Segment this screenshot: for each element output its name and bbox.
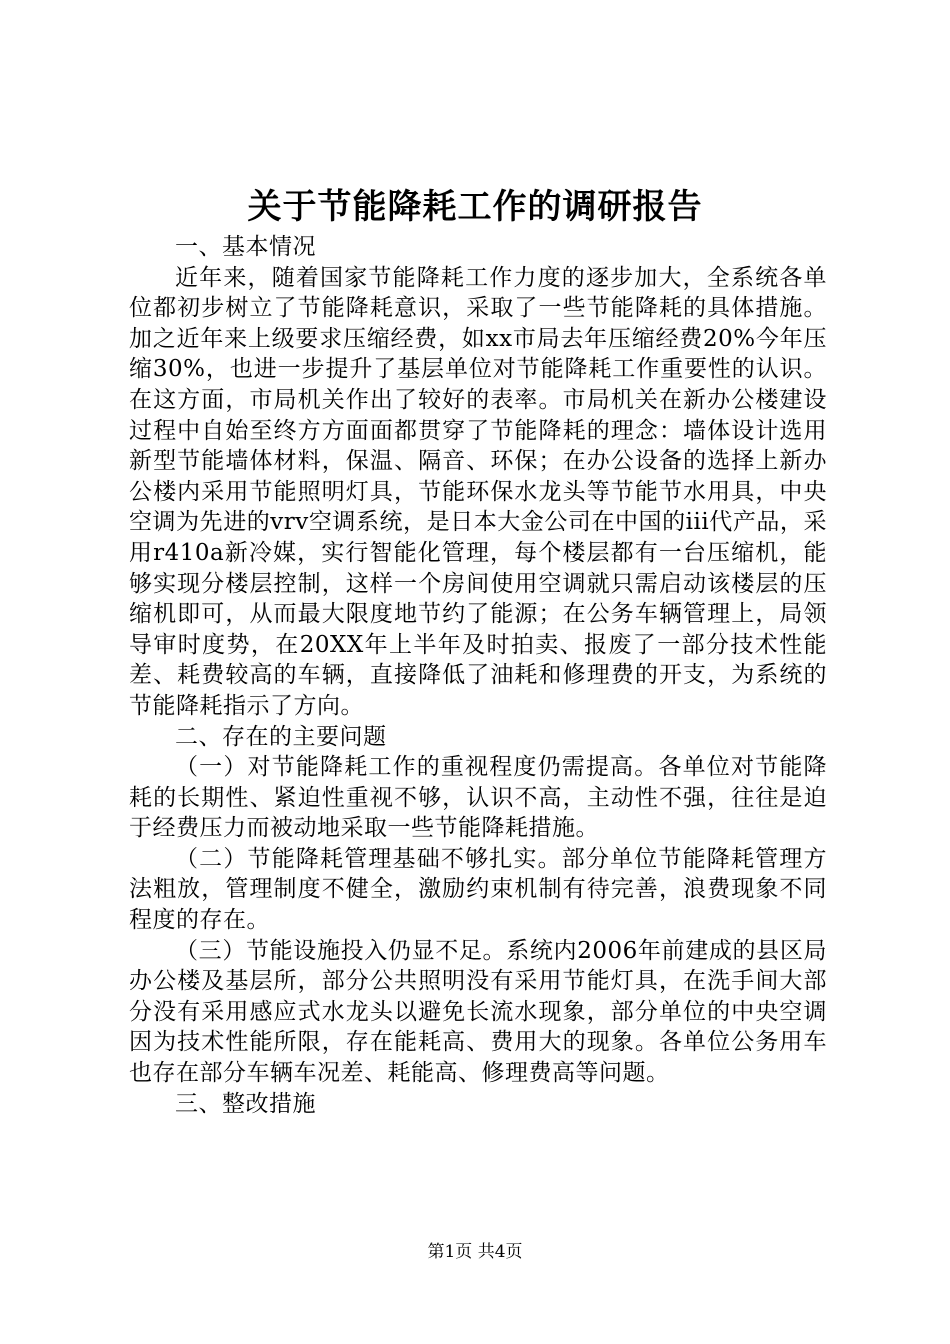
paragraph-problem-3: （三）节能设施投入仍显不足。系统内2006年前建成的县区局办公楼及基层所，部分公共照明没有采用节能灯具，在洗手间大部分没有采用感应式水龙头以避免长流水现象，部分单位的中央空调因为技术性能所限，存在能耗高、费用大的现象。各单位公务用车也存在部分车辆车况差、耗能高、修理费高等问题。 [129, 937, 827, 1087]
document-body [129, 232, 827, 1119]
section-heading-rectification: 三、整改措施 [175, 1090, 316, 1117]
paragraph-basic-situation: 近年来，随着国家节能降耗工作力度的逐步加大，全系统各单位都初步树立了节能降耗意识，采取了一些节能降耗的具体措施。加之近年来上级要求压缩经费，如xx市局去年压缩经费20%今年压缩30%，也进一步提升了基层单位对节能降耗工作重要性的认识。在这方面，市局机关作出了较好的表率。市局机关在新办公楼建设过程中自始至终方方面面都贯穿了节能降耗的理念：墙体设计选用新型节能墙体材料，保温、隔音、环保；在办公设备的选择上新办公楼内采用节能照明灯具，节能环保水龙头等节能节水用具，中央空调为先进的vrv空调系统，是日本大金公司在中国的iii代产品，采用r410a新冷媒，实行智能化管理，每个楼层都有一台压缩机，能够实现分楼层控制，这样一个房间使用空调就只需启动该楼层的压缩机即可，从而最大限度地节约了能源；在公务车辆管理上，局领导审时度势，在20XX年上半年及时拍卖、报废了一部分技术性能差、耗费较高的车辆，直接降低了油耗和修理费的开支，为系统的节能降耗指示了方向。 [129, 264, 827, 719]
paragraph-problem-2: （二）节能降耗管理基础不够扎实。部分单位节能降耗管理方法粗放，管理制度不健全，激励约束机制有待完善，浪费现象不同程度的存在。 [129, 845, 827, 934]
paragraph-problem-1: （一）对节能降耗工作的重视程度仍需提高。各单位对节能降耗的长期性、紧迫性重视不够，认识不高，主动性不强，往往是迫于经费压力而被动地采取一些节能降耗措施。 [129, 754, 827, 842]
document-title: 关于节能降耗工作的调研报告 [247, 187, 703, 227]
page-footer: 第1页 共4页 [427, 1242, 523, 1262]
section-heading-main-problems: 二、存在的主要问题 [175, 723, 387, 750]
section-heading-basic-situation: 一、基本情况 [175, 234, 316, 260]
